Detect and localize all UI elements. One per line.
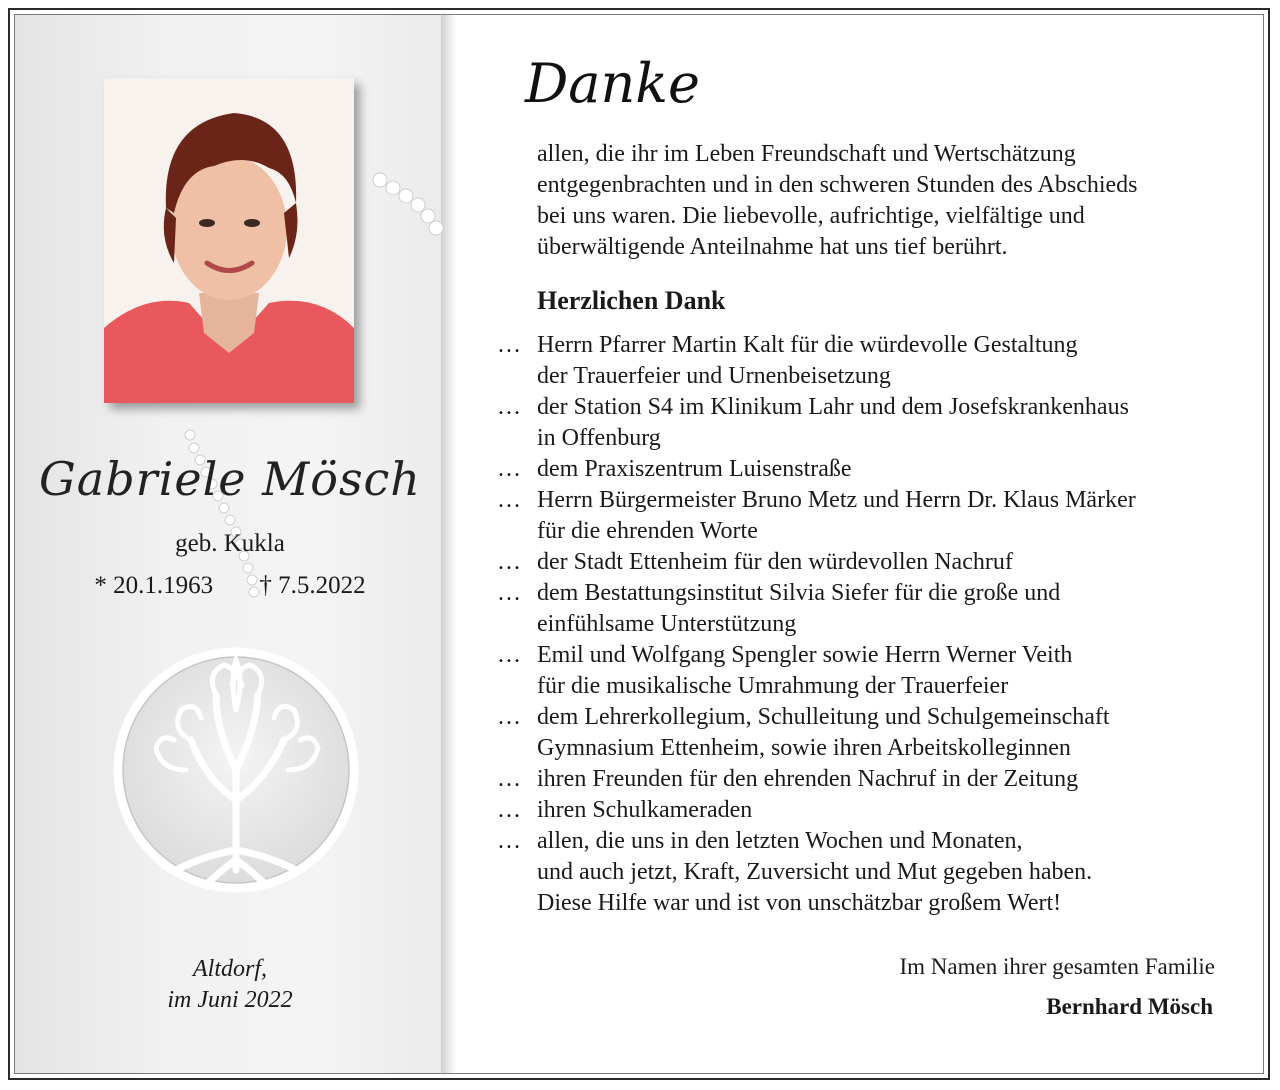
item-marker: … <box>497 580 521 606</box>
item-line: ihren Schulkameraden <box>537 797 753 823</box>
thanks-item <box>497 640 1237 702</box>
item-text <box>537 578 1237 640</box>
birth-date: * 20.1.1963 <box>94 572 214 599</box>
deceased-name: Gabriele Mösch <box>39 452 421 506</box>
intro-line: allen, die ihr im Leben Freundschaft und Wertschätzung <box>537 141 1076 167</box>
item-line: Herrn Bürgermeister Bruno Metz und Herrn Dr. Klaus Märker <box>537 487 1136 513</box>
thanks-item <box>497 454 1237 485</box>
item-marker: … <box>497 704 521 730</box>
item-text <box>537 392 1237 454</box>
item-line: dem Praxiszentrum Luisenstraße <box>537 456 852 482</box>
item-marker: … <box>497 797 521 823</box>
thanks-item <box>497 795 1237 826</box>
item-line: für die musikalische Umrahmung der Trauerfeier <box>537 673 1009 699</box>
closing-line: Im Namen ihrer gesamten Familie <box>899 954 1215 979</box>
item-line: in Offenburg <box>537 425 661 451</box>
tree-of-life-pendant-icon <box>106 600 366 900</box>
item-line: allen, die uns in den letzten Wochen und Monaten, <box>537 828 1023 854</box>
item-line: Emil und Wolfgang Spengler sowie Herrn Werner Veith <box>537 642 1073 668</box>
intro-line: überwältigende Anteilnahme hat uns tief berührt. <box>537 234 1008 260</box>
intro-paragraph <box>537 139 1237 263</box>
life-dates <box>20 572 440 600</box>
item-line: der Station S4 im Klinikum Lahr und dem Josefskrankenhaus <box>537 394 1129 420</box>
item-text <box>537 795 1237 826</box>
birth-name: geb. Kukla <box>175 530 285 557</box>
signature: Bernhard Mösch <box>1046 994 1213 1019</box>
thanks-item <box>497 826 1237 919</box>
item-marker: … <box>497 549 521 575</box>
death-date: † 7.5.2022 <box>259 572 366 599</box>
place: Altdorf, <box>192 956 267 982</box>
item-marker: … <box>497 828 521 854</box>
thanks-list <box>497 330 1237 919</box>
thanks-heading: Herzlichen Dank <box>537 286 726 315</box>
item-text <box>537 547 1237 578</box>
thanks-item <box>497 485 1237 547</box>
item-line: Gymnasium Ettenheim, sowie ihren Arbeitskolleginnen <box>537 735 1071 761</box>
portrait-photo <box>104 78 354 403</box>
intro-line: entgegenbrachten und in den schweren Stunden des Abschieds <box>537 172 1138 198</box>
item-marker: … <box>497 487 521 513</box>
item-marker: … <box>497 642 521 668</box>
item-text <box>537 826 1237 919</box>
notice-title: Danke <box>525 52 700 115</box>
thanks-item <box>497 392 1237 454</box>
thanks-item <box>497 547 1237 578</box>
item-marker: … <box>497 766 521 792</box>
item-text <box>537 640 1237 702</box>
item-text <box>537 485 1237 547</box>
thanks-item <box>497 330 1237 392</box>
item-line: Diese Hilfe war und ist von unschätzbar großem Wert! <box>537 890 1062 916</box>
thanks-item <box>497 578 1237 640</box>
item-marker: … <box>497 456 521 482</box>
item-text <box>537 764 1237 795</box>
item-marker: … <box>497 394 521 420</box>
item-line: dem Lehrerkollegium, Schulleitung und Schulgemeinschaft <box>537 704 1110 730</box>
item-line: für die ehrenden Worte <box>537 518 758 544</box>
item-text <box>537 454 1237 485</box>
thanks-item <box>497 702 1237 764</box>
item-marker: … <box>497 332 521 358</box>
notice-date: im Juni 2022 <box>167 987 293 1013</box>
item-line: einfühlsame Unterstützung <box>537 611 797 637</box>
thanks-item <box>497 764 1237 795</box>
item-text <box>537 702 1237 764</box>
item-text <box>537 330 1237 392</box>
item-line: der Stadt Ettenheim für den würdevollen Nachruf <box>537 549 1013 575</box>
item-line: dem Bestattungsinstitut Silvia Siefer für die große und <box>537 580 1061 606</box>
intro-line: bei uns waren. Die liebevolle, aufrichtige, vielfältige und <box>537 203 1085 229</box>
place-and-date <box>20 954 440 1016</box>
item-line: und auch jetzt, Kraft, Zuversicht und Mut gegeben haben. <box>537 859 1093 885</box>
item-line: ihren Freunden für den ehrenden Nachruf in der Zeitung <box>537 766 1079 792</box>
item-line: Herrn Pfarrer Martin Kalt für die würdevolle Gestaltung <box>537 332 1078 358</box>
item-line: der Trauerfeier und Urnenbeisetzung <box>537 363 891 389</box>
